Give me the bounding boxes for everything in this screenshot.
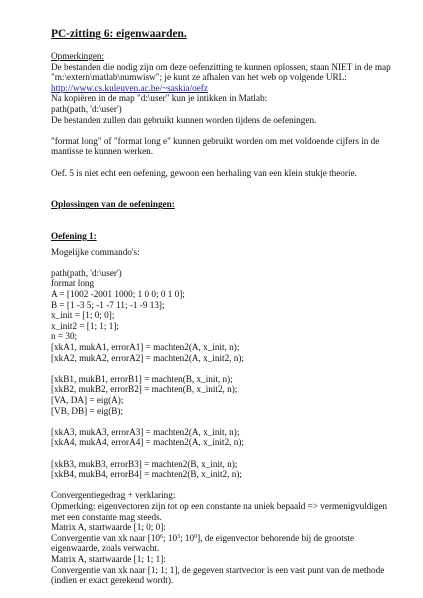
notes-paragraph-1 bbox=[51, 62, 391, 83]
convergence-a-text: Convergentie van xk naar [$10^6$; $10^3$; $10^0$], de eigenvector behorende bij de grootste eigenwaarde, zoals verwacht. bbox=[51, 532, 355, 554]
code-line: [VB, DB] = eig(B); bbox=[51, 405, 124, 416]
notes-url[interactable] bbox=[51, 83, 391, 94]
code-line: [xkB4, mukB4, errorB4] = machten2(B, x_init2, n); bbox=[51, 469, 242, 480]
notes-paragraph-5: "format long" of "format long e" kunnen gebruikt worden om met voldoende cijfers in de mantisse te kunnen werken. bbox=[51, 135, 380, 157]
code-block-a bbox=[51, 268, 391, 363]
code-line: n = 30; bbox=[51, 331, 78, 342]
notes-heading: Opmerkingen: bbox=[51, 51, 105, 61]
solutions-heading: Oplossingen van de oefeningen: bbox=[51, 199, 175, 210]
exercise-1-heading: Oefening 1: bbox=[51, 231, 97, 242]
code-line: [xkA3, mukA3, errorA3] = machten2(A, x_init, n); bbox=[51, 426, 240, 437]
url-link[interactable]: http://www.cs.kuleuven.ac.be/~saskia/oefz bbox=[51, 82, 208, 93]
code-line: x_init = [1; 0; 0]; bbox=[51, 310, 115, 321]
document-content bbox=[51, 28, 391, 586]
code-line: [xkA1, mukA1, errorA1] = machten2(A, x_init, n); bbox=[51, 342, 240, 353]
code-line: [VA, DA] = eig(A); bbox=[51, 395, 124, 405]
code-block-c bbox=[51, 427, 391, 448]
code-block-d bbox=[51, 459, 391, 480]
code-line: [xkA2, mukA2, errorA2] = machten2(A, x_init2, n); bbox=[51, 352, 244, 363]
code-line: [xkB2, mukB2, errorB2] = machten(B, x_init2, n); bbox=[51, 384, 238, 395]
code-line: format long bbox=[51, 278, 95, 289]
convergence-note: Opmerking: eigenvectoren zijn tot op een constante na uniek bepaald => vermenigvuldigen met een constante mag steeds. bbox=[51, 500, 388, 522]
code-line: [xkB3, mukB3, errorB3] = machten2(B, x_init, n); bbox=[51, 458, 238, 469]
code-line: x_init2 = [1; 1; 1]; bbox=[51, 320, 119, 331]
notes-text-1: De bestanden die nodig zijn om deze oefenzitting te kunnen oplossen, staan NIET in de map "m:\extern\matlab\numwisw"; je kunt ze afhalen van het web op volgende URL: bbox=[51, 61, 391, 83]
code-line: path(path, 'd:\user') bbox=[51, 267, 122, 278]
convergence-a-label: Matrix A, startwaarde [1; 0; 0]: bbox=[51, 522, 166, 533]
notes-paragraph-4: De bestanden zullen dan gebruikt kunnen worden tijdens de oefeningen. bbox=[51, 114, 317, 125]
code-line: [xkA4, mukA4, errorA4] = machten2(A, x_init2, n); bbox=[51, 437, 244, 448]
code-line: B = [1 -3 5; -1 -7 11; -1 -9 13]; bbox=[51, 299, 165, 310]
notes-path-command: path(path, 'd:\user') bbox=[51, 103, 122, 114]
code-block-b bbox=[51, 374, 391, 416]
convergence-b-text: Convergentie van xk naar [1; 1; 1], de gegeven startvector is een vast punt van de methode (indien er exact gerekend wordt). bbox=[51, 564, 385, 586]
notes-paragraph-6: Oef. 5 is niet echt een oefening, gewoon een herhaling van een klein stukje theorie. bbox=[51, 167, 357, 178]
page-title: PC-zitting 6: eigenwaarden. bbox=[51, 28, 187, 40]
convergence-heading: Convergentiegedrag + verklaring: bbox=[51, 490, 176, 501]
code-line: A = [1002 -2001 1000; 1 0 0; 0 1 0]; bbox=[51, 289, 185, 300]
code-line: [xkB1, mukB1, errorB1] = machten(B, x_init, n); bbox=[51, 373, 233, 384]
convergence-b-label: Matrix A, startwaarde [1; 1; 1]: bbox=[51, 553, 166, 564]
notes-paragraph-2: Na kopiëren in de map "d:\user" kun je intikken in Matlab: bbox=[51, 93, 268, 104]
exercise-1-intro: Mogelijke commando's: bbox=[51, 246, 140, 257]
